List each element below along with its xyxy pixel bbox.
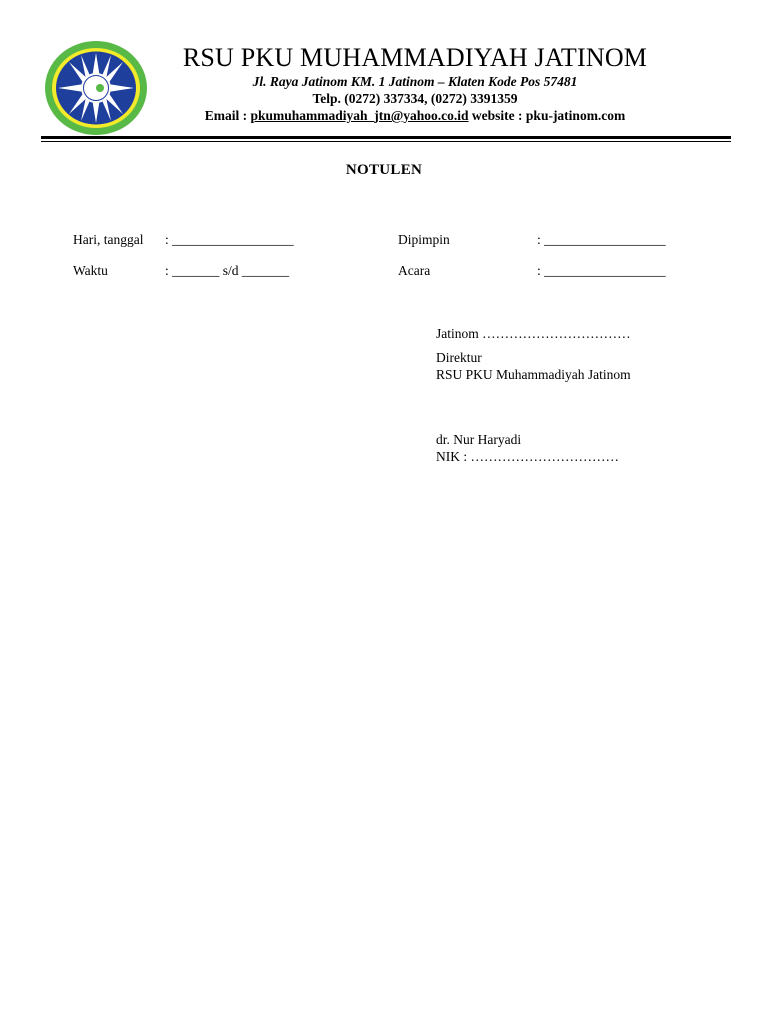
signature-name: dr. Nur Haryadi: [436, 432, 522, 447]
hari-tanggal-label: Hari, tanggal: [73, 232, 144, 247]
acara-label: Acara: [398, 263, 431, 278]
signature-institution: RSU PKU Muhammadiyah Jatinom: [436, 367, 631, 382]
signature-nik: NIK : ……………………………: [436, 449, 619, 464]
muhammadiyah-sun-logo-icon: [44, 40, 148, 136]
institution-phone: Telp. (0272) 337334, (0272) 3391359: [312, 91, 518, 106]
dipimpin-label: Dipimpin: [398, 232, 450, 247]
waktu-field[interactable]: : _______ s/d _______: [165, 263, 290, 278]
website-link[interactable]: pku-jatinom.com: [525, 108, 626, 123]
signature-place-date: Jatinom ……………………………: [436, 326, 631, 341]
email-label: Email :: [204, 108, 248, 123]
acara-field[interactable]: : __________________: [537, 263, 666, 278]
waktu-label: Waktu: [73, 263, 108, 278]
institution-address: Jl. Raya Jatinom KM. 1 Jatinom – Klaten Kode Pos 57481: [252, 74, 578, 89]
email-link[interactable]: pkumuhammadiyah_jtn@yahoo.co.id: [250, 108, 469, 123]
header-divider-thick: [41, 136, 731, 139]
document-title: NOTULEN: [345, 162, 423, 178]
header-divider-thin: [41, 141, 731, 142]
hari-tanggal-field[interactable]: : __________________: [165, 232, 294, 247]
website-label: website :: [471, 108, 523, 123]
signature-position: Direktur: [436, 350, 482, 365]
institution-contact: [155, 107, 675, 124]
dipimpin-field[interactable]: : __________________: [537, 232, 666, 247]
institution-title: RSU PKU MUHAMMADIYAH JATINOM: [182, 43, 648, 72]
